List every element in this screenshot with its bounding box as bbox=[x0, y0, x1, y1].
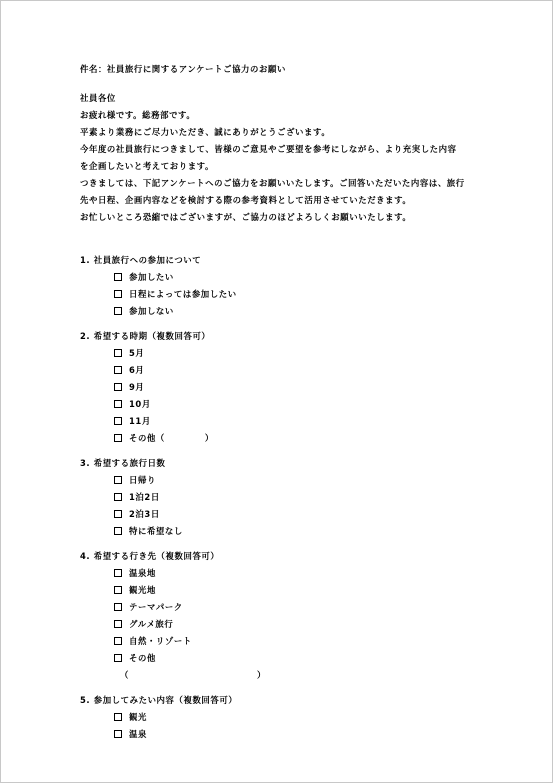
question-4-option[interactable] bbox=[80, 599, 490, 616]
checkbox[interactable] bbox=[114, 713, 122, 721]
question-1-title: 1. 社員旅行への参加について bbox=[80, 255, 202, 265]
option-label: 9月 bbox=[129, 382, 145, 392]
checkbox[interactable] bbox=[114, 493, 122, 501]
body-line: お疲れ様です。総務部です。 bbox=[80, 110, 196, 120]
question-2-option[interactable] bbox=[80, 396, 490, 413]
checkbox[interactable] bbox=[114, 290, 122, 298]
body-line: 今年度の社員旅行につきまして、皆様のご意見やご要望を参考にしながら、より充実した内容 bbox=[80, 144, 457, 154]
checkbox[interactable] bbox=[114, 603, 122, 611]
body-line: 平素より業務にご尽力いただき、誠にありがとうございます。 bbox=[80, 127, 331, 137]
option-label: 6月 bbox=[129, 365, 145, 375]
question-3-option[interactable] bbox=[80, 489, 490, 506]
checkbox[interactable] bbox=[114, 569, 122, 577]
option-label: 11月 bbox=[129, 416, 151, 426]
question-4-title: 4. 希望する行き先（複数回答可） bbox=[80, 551, 220, 561]
other-close-paren: ） bbox=[204, 433, 214, 443]
checkbox[interactable] bbox=[114, 434, 122, 442]
question-4-option[interactable] bbox=[80, 582, 490, 599]
checkbox[interactable] bbox=[114, 383, 122, 391]
option-label: 温泉地 bbox=[129, 568, 156, 578]
option-label: 観光 bbox=[129, 712, 147, 722]
option-label: その他 bbox=[129, 653, 156, 663]
option-label: 2泊3日 bbox=[129, 509, 160, 519]
checkbox[interactable] bbox=[114, 620, 122, 628]
option-label: 参加しない bbox=[129, 306, 174, 316]
checkbox[interactable] bbox=[114, 527, 122, 535]
option-label: 特に希望なし bbox=[129, 526, 183, 536]
question-4-option-other[interactable] bbox=[80, 650, 490, 667]
checkbox[interactable] bbox=[114, 417, 122, 425]
checkbox[interactable] bbox=[114, 730, 122, 738]
question-4-option[interactable] bbox=[80, 633, 490, 650]
body-line: お忙しいところ恐縮ではございますが、ご協力のほどよろしくお願いいたします。 bbox=[80, 212, 412, 222]
open-paren: （ bbox=[120, 670, 129, 680]
question-4-option[interactable] bbox=[80, 616, 490, 633]
question-2-option-other[interactable] bbox=[80, 430, 490, 447]
body-line: を企画したいと考えております。 bbox=[80, 161, 214, 171]
checkbox[interactable] bbox=[114, 476, 122, 484]
question-3-option[interactable] bbox=[80, 472, 490, 489]
question-1-option[interactable] bbox=[80, 269, 490, 286]
checkbox[interactable] bbox=[114, 586, 122, 594]
question-3-option[interactable] bbox=[80, 506, 490, 523]
checkbox[interactable] bbox=[114, 307, 122, 315]
question-1-option[interactable] bbox=[80, 286, 490, 303]
subject-line: 件名：社員旅行に関するアンケートご協力のお願い bbox=[80, 64, 286, 74]
question-5-title: 5. 参加してみたい内容（複数回答可） bbox=[80, 695, 238, 705]
document-content bbox=[80, 61, 490, 743]
checkbox[interactable] bbox=[114, 654, 122, 662]
question-2-option[interactable] bbox=[80, 413, 490, 430]
checkbox[interactable] bbox=[114, 510, 122, 518]
question-5-option[interactable] bbox=[80, 726, 490, 743]
option-label: 1泊2日 bbox=[129, 492, 160, 502]
question-2-option[interactable] bbox=[80, 345, 490, 362]
question-3-option[interactable] bbox=[80, 523, 490, 540]
option-label: テーマパーク bbox=[129, 602, 183, 612]
body-line: 先や日程、企画内容などを検討する際の参考資料として活用させていただきます。 bbox=[80, 195, 412, 205]
question-5-option[interactable] bbox=[80, 709, 490, 726]
question-1-option[interactable] bbox=[80, 303, 490, 320]
question-4-option[interactable] bbox=[80, 565, 490, 582]
checkbox[interactable] bbox=[114, 349, 122, 357]
body-line: つきましては、下記アンケートへのご協力をお願いいたします。ご回答いただいた内容は、旅行 bbox=[80, 178, 465, 188]
option-label: 温泉 bbox=[129, 729, 147, 739]
checkbox[interactable] bbox=[114, 637, 122, 645]
other-input-line[interactable] bbox=[80, 667, 490, 684]
close-paren: ） bbox=[256, 670, 266, 680]
question-2-option[interactable] bbox=[80, 379, 490, 396]
checkbox[interactable] bbox=[114, 273, 122, 281]
question-3-title: 3. 希望する旅行日数 bbox=[80, 458, 166, 468]
question-2-option[interactable] bbox=[80, 362, 490, 379]
checkbox[interactable] bbox=[114, 366, 122, 374]
option-label: 自然・リゾート bbox=[129, 636, 192, 646]
option-label: 日帰り bbox=[129, 475, 156, 485]
option-label: 5月 bbox=[129, 348, 145, 358]
option-label: 観光地 bbox=[129, 585, 156, 595]
option-label: 参加したい bbox=[129, 272, 174, 282]
option-label: グルメ旅行 bbox=[129, 619, 174, 629]
question-2-title: 2. 希望する時期（複数回答可） bbox=[80, 331, 211, 341]
option-label: その他（ bbox=[129, 433, 165, 443]
option-label: 日程によっては参加したい bbox=[129, 289, 237, 299]
option-label: 10月 bbox=[129, 399, 151, 409]
greeting: 社員各位 bbox=[80, 93, 116, 103]
checkbox[interactable] bbox=[114, 400, 122, 408]
